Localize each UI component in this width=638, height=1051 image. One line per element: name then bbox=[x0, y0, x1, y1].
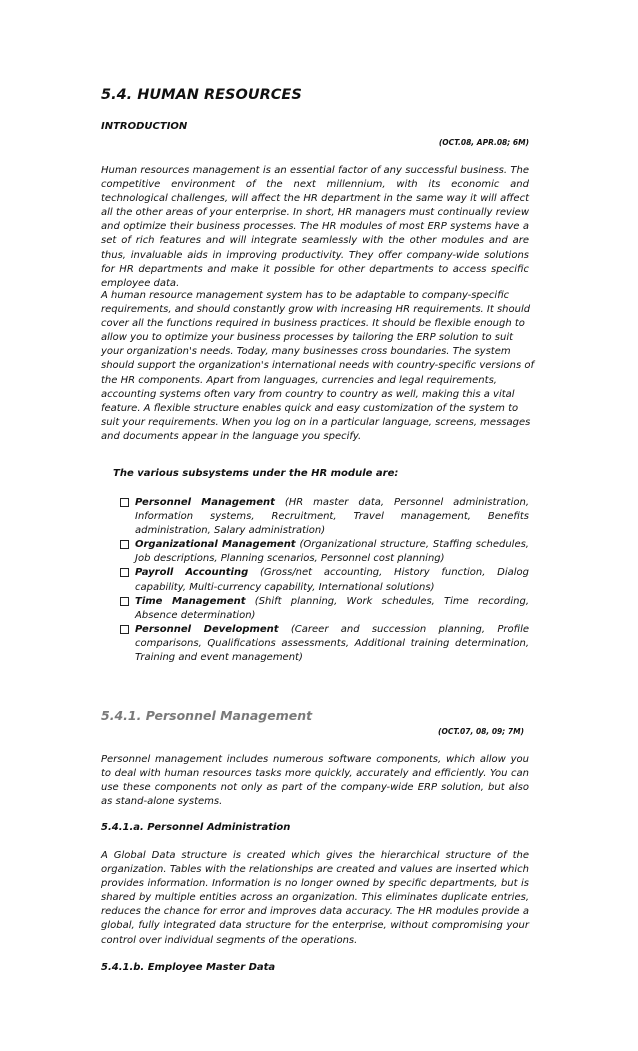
subsection-paragraph: Personnel management includes numerous software components, which allow you to deal with human resources tasks more quickly, accurately and efficiently. You can use these components not only as part of the company-wide ERP solution, but also as stand-alone systems. bbox=[101, 754, 529, 808]
subsystem-term: Personnel Management bbox=[135, 497, 275, 508]
checkbox-bullet-icon bbox=[120, 540, 129, 549]
intro-paragraph-2: A human resource management system has to be adaptable to company-specific requirements, and should constantly grow with increasing HR requirements. It should cover all the functions required in business practices. It should be flexible enough to allow you to optimize your business processes by tailoring the ERP solution to suit your organization's needs. Today, many businesses cross boundaries. The system should support the organization's international needs with country-specific versions of the HR components. Apart from languages, currencies and legal requirements, accounting systems often vary from country to country as well, making this a vital feature. A flexible structure enables quick and easy customization of the system to suit your requirements. When you log on in a particular language, screens, messages and documents appear in the language you specify. bbox=[101, 290, 535, 442]
subsystem-desc: (Career and succession planning, Profile comparisons, Qualifications assessments, Additional training determination, Training and event management) bbox=[135, 623, 529, 664]
section-title: 5.4. HUMAN RESOURCES bbox=[101, 87, 302, 103]
subsystems-intro: The various subsystems under the HR module are: bbox=[113, 468, 399, 479]
subsystem-desc: (Gross/net accounting, History function, Dialog capability, Multi-currency capability, International solutions) bbox=[135, 567, 529, 593]
intro-paragraph-1: Human resources management is an essential factor of any successful business. The competitive environment of the next millennium, with its economic and technological challenges, will affect the HR department in the same way it will affect all the other areas of your enterprise. In short, HR managers must continually review and optimize their business processes. The HR modules of most ERP systems have a set of rich features and will integrate seamlessly with the other modules and are thus, invaluable aids in improving productivity. They offer company-wide solutions for HR departments and make it possible for other departments to access specific employee data. bbox=[101, 165, 529, 289]
checkbox-bullet-icon bbox=[120, 625, 129, 634]
checkbox-bullet-icon bbox=[120, 498, 129, 507]
checkbox-bullet-icon bbox=[120, 597, 129, 606]
list-item bbox=[120, 623, 529, 665]
subsystem-desc: (HR master data, Personnel administration, Information systems, Recruitment, Travel management, Benefits administration, Salary administration) bbox=[135, 497, 529, 537]
subsystem-desc: (Shift planning, Work schedules, Time recording, Absence determination) bbox=[135, 595, 529, 621]
subsystem-desc: (Organizational structure, Staffing schedules, Job descriptions, Planning scenarios, Personnel cost planning) bbox=[135, 539, 529, 565]
subsystems-list bbox=[120, 496, 529, 665]
checkbox-bullet-icon bbox=[120, 568, 129, 577]
intro-exam-reference: (OCT.08, APR.08; 6M) bbox=[438, 138, 529, 147]
list-item bbox=[120, 595, 529, 623]
subsystem-term: Personnel Development bbox=[135, 623, 279, 635]
subsystem-term: Organizational Management bbox=[135, 539, 296, 551]
personnel-admin-paragraph: A Global Data structure is created which gives the hierarchical structure of the organization. Tables with the relationships are created and values are inserted which provides information. Information is no longer owned by specific departments, but is shared by multiple entities across an organization. This eliminates duplicate entries, reduces the chance for error and improves data accuracy. The HR modules provide a global, fully integrated data structure for the enterprise, without compromising your control over individual segments of the operations. bbox=[101, 850, 529, 946]
employee-master-heading: 5.4.1.b. Employee Master Data bbox=[101, 962, 276, 973]
list-item bbox=[120, 496, 529, 538]
intro-heading: INTRODUCTION bbox=[101, 121, 188, 132]
subsystem-term: Payroll Accounting bbox=[135, 567, 249, 579]
list-item bbox=[120, 538, 529, 566]
list-item bbox=[120, 566, 529, 594]
personnel-admin-heading: 5.4.1.a. Personnel Administration bbox=[101, 822, 291, 833]
subsystem-term: Time Management bbox=[135, 595, 246, 607]
subsection-exam-reference: (OCT.07, 08, 09; 7M) bbox=[438, 727, 524, 736]
subsection-title: 5.4.1. Personnel Management bbox=[101, 708, 313, 723]
